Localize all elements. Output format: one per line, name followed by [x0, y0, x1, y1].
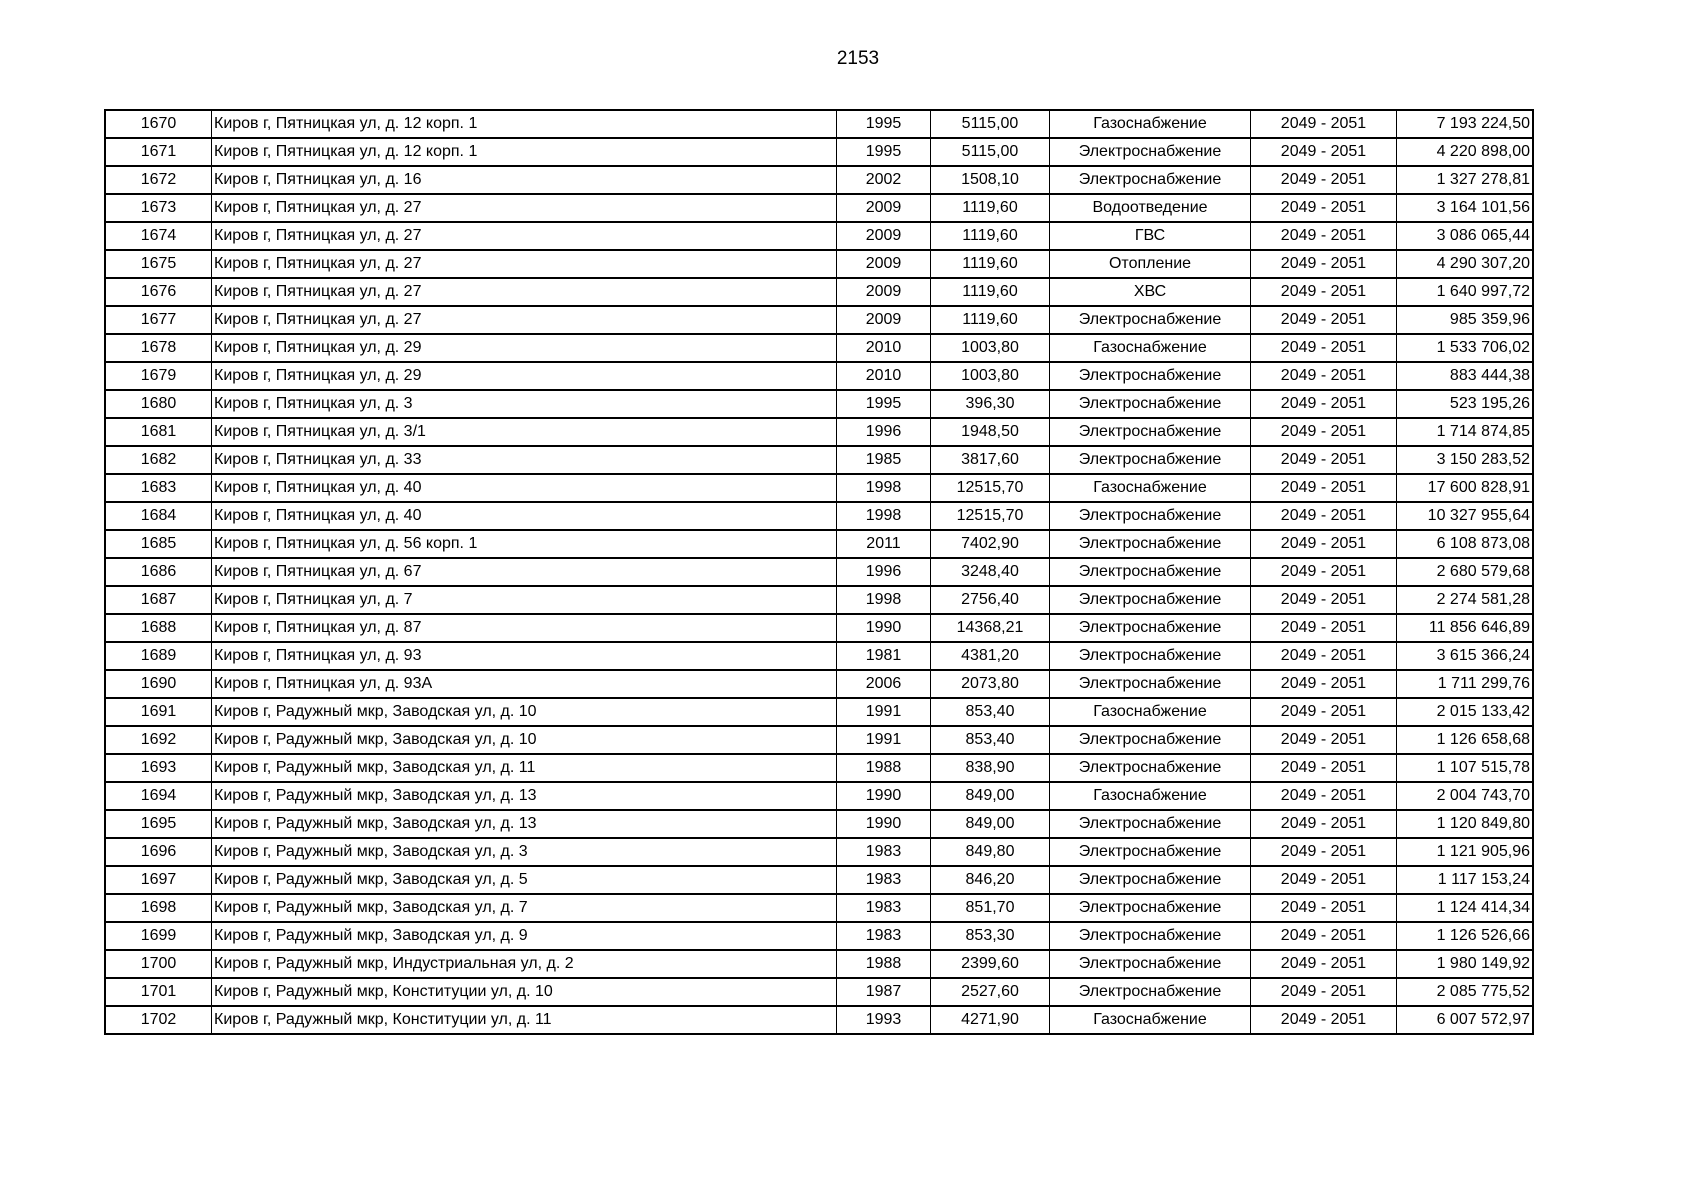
- table-row: [105, 110, 1533, 138]
- row-number-cell: 1678: [105, 334, 212, 362]
- area-cell: 1003,80: [931, 334, 1050, 362]
- table-row: [105, 446, 1533, 474]
- year-built-cell: 2009: [837, 222, 931, 250]
- area-cell: 1119,60: [931, 250, 1050, 278]
- area-cell: 3248,40: [931, 558, 1050, 586]
- table-row: [105, 586, 1533, 614]
- address-cell: Киров г, Пятницкая ул, д. 67: [212, 558, 837, 586]
- cost-cell: 3 086 065,44: [1397, 222, 1534, 250]
- period-cell: 2049 - 2051: [1251, 726, 1397, 754]
- address-cell: Киров г, Пятницкая ул, д. 87: [212, 614, 837, 642]
- period-cell: 2049 - 2051: [1251, 390, 1397, 418]
- address-cell: Киров г, Пятницкая ул, д. 29: [212, 362, 837, 390]
- year-built-cell: 1995: [837, 138, 931, 166]
- period-cell: 2049 - 2051: [1251, 278, 1397, 306]
- area-cell: 853,30: [931, 922, 1050, 950]
- service-type-cell: Электроснабжение: [1050, 614, 1251, 642]
- row-number-cell: 1670: [105, 110, 212, 138]
- year-built-cell: 2009: [837, 306, 931, 334]
- table-row: [105, 838, 1533, 866]
- cost-cell: 17 600 828,91: [1397, 474, 1534, 502]
- service-type-cell: Электроснабжение: [1050, 838, 1251, 866]
- year-built-cell: 1995: [837, 390, 931, 418]
- service-type-cell: Газоснабжение: [1050, 782, 1251, 810]
- row-number-cell: 1692: [105, 726, 212, 754]
- period-cell: 2049 - 2051: [1251, 502, 1397, 530]
- year-built-cell: 1996: [837, 418, 931, 446]
- address-cell: Киров г, Пятницкая ул, д. 56 корп. 1: [212, 530, 837, 558]
- table-row: [105, 390, 1533, 418]
- area-cell: 2756,40: [931, 586, 1050, 614]
- cost-cell: 7 193 224,50: [1397, 110, 1534, 138]
- year-built-cell: 2010: [837, 334, 931, 362]
- cost-cell: 1 714 874,85: [1397, 418, 1534, 446]
- table-row: [105, 166, 1533, 194]
- registry-table-body: [105, 110, 1533, 1034]
- cost-cell: 3 150 283,52: [1397, 446, 1534, 474]
- period-cell: 2049 - 2051: [1251, 810, 1397, 838]
- year-built-cell: 1990: [837, 782, 931, 810]
- service-type-cell: Электроснабжение: [1050, 922, 1251, 950]
- area-cell: 1508,10: [931, 166, 1050, 194]
- page-number: 2153: [836, 48, 880, 69]
- service-type-cell: ХВС: [1050, 278, 1251, 306]
- cost-cell: 6 007 572,97: [1397, 1006, 1534, 1034]
- period-cell: 2049 - 2051: [1251, 558, 1397, 586]
- row-number-cell: 1679: [105, 362, 212, 390]
- period-cell: 2049 - 2051: [1251, 894, 1397, 922]
- period-cell: 2049 - 2051: [1251, 138, 1397, 166]
- address-cell: Киров г, Пятницкая ул, д. 33: [212, 446, 837, 474]
- service-type-cell: Электроснабжение: [1050, 362, 1251, 390]
- cost-cell: 523 195,26: [1397, 390, 1534, 418]
- period-cell: 2049 - 2051: [1251, 698, 1397, 726]
- address-cell: Киров г, Пятницкая ул, д. 3/1: [212, 418, 837, 446]
- row-number-cell: 1693: [105, 754, 212, 782]
- row-number-cell: 1672: [105, 166, 212, 194]
- year-built-cell: 1988: [837, 754, 931, 782]
- area-cell: 1119,60: [931, 278, 1050, 306]
- address-cell: Киров г, Пятницкая ул, д. 27: [212, 250, 837, 278]
- service-type-cell: Электроснабжение: [1050, 866, 1251, 894]
- row-number-cell: 1701: [105, 978, 212, 1006]
- year-built-cell: 1990: [837, 810, 931, 838]
- row-number-cell: 1680: [105, 390, 212, 418]
- period-cell: 2049 - 2051: [1251, 166, 1397, 194]
- area-cell: 12515,70: [931, 474, 1050, 502]
- registry-table: [104, 109, 1534, 1035]
- row-number-cell: 1696: [105, 838, 212, 866]
- year-built-cell: 1983: [837, 894, 931, 922]
- area-cell: 849,00: [931, 810, 1050, 838]
- address-cell: Киров г, Радужный мкр, Заводская ул, д. 13: [212, 810, 837, 838]
- address-cell: Киров г, Радужный мкр, Заводская ул, д. 11: [212, 754, 837, 782]
- service-type-cell: Электроснабжение: [1050, 166, 1251, 194]
- address-cell: Киров г, Радужный мкр, Заводская ул, д. 13: [212, 782, 837, 810]
- year-built-cell: 1993: [837, 1006, 931, 1034]
- row-number-cell: 1673: [105, 194, 212, 222]
- table-row: [105, 278, 1533, 306]
- service-type-cell: Электроснабжение: [1050, 642, 1251, 670]
- cost-cell: 985 359,96: [1397, 306, 1534, 334]
- service-type-cell: Электроснабжение: [1050, 446, 1251, 474]
- cost-cell: 1 327 278,81: [1397, 166, 1534, 194]
- row-number-cell: 1683: [105, 474, 212, 502]
- cost-cell: 1 711 299,76: [1397, 670, 1534, 698]
- table-row: [105, 418, 1533, 446]
- address-cell: Киров г, Радужный мкр, Индустриальная ул, д. 2: [212, 950, 837, 978]
- area-cell: 12515,70: [931, 502, 1050, 530]
- service-type-cell: Электроснабжение: [1050, 138, 1251, 166]
- row-number-cell: 1686: [105, 558, 212, 586]
- address-cell: Киров г, Пятницкая ул, д. 93: [212, 642, 837, 670]
- address-cell: Киров г, Пятницкая ул, д. 3: [212, 390, 837, 418]
- service-type-cell: Электроснабжение: [1050, 894, 1251, 922]
- year-built-cell: 1983: [837, 922, 931, 950]
- period-cell: 2049 - 2051: [1251, 922, 1397, 950]
- cost-cell: 2 680 579,68: [1397, 558, 1534, 586]
- area-cell: 1119,60: [931, 222, 1050, 250]
- row-number-cell: 1684: [105, 502, 212, 530]
- table-row: [105, 362, 1533, 390]
- row-number-cell: 1699: [105, 922, 212, 950]
- service-type-cell: Электроснабжение: [1050, 530, 1251, 558]
- year-built-cell: 2010: [837, 362, 931, 390]
- service-type-cell: Электроснабжение: [1050, 306, 1251, 334]
- period-cell: 2049 - 2051: [1251, 614, 1397, 642]
- address-cell: Киров г, Радужный мкр, Конституции ул, д. 11: [212, 1006, 837, 1034]
- period-cell: 2049 - 2051: [1251, 334, 1397, 362]
- cost-cell: 1 126 658,68: [1397, 726, 1534, 754]
- period-cell: 2049 - 2051: [1251, 642, 1397, 670]
- table-row: [105, 558, 1533, 586]
- area-cell: 5115,00: [931, 138, 1050, 166]
- table-row: [105, 138, 1533, 166]
- table-row: [105, 894, 1533, 922]
- cost-cell: 1 640 997,72: [1397, 278, 1534, 306]
- period-cell: 2049 - 2051: [1251, 250, 1397, 278]
- table-row: [105, 306, 1533, 334]
- area-cell: 849,80: [931, 838, 1050, 866]
- table-row: [105, 614, 1533, 642]
- table-row: [105, 474, 1533, 502]
- year-built-cell: 1991: [837, 726, 931, 754]
- service-type-cell: Электроснабжение: [1050, 726, 1251, 754]
- address-cell: Киров г, Радужный мкр, Заводская ул, д. 9: [212, 922, 837, 950]
- row-number-cell: 1685: [105, 530, 212, 558]
- service-type-cell: Электроснабжение: [1050, 390, 1251, 418]
- area-cell: 851,70: [931, 894, 1050, 922]
- address-cell: Киров г, Пятницкая ул, д. 7: [212, 586, 837, 614]
- service-type-cell: Электроснабжение: [1050, 670, 1251, 698]
- period-cell: 2049 - 2051: [1251, 1006, 1397, 1034]
- table-row: [105, 950, 1533, 978]
- address-cell: Киров г, Радужный мкр, Заводская ул, д. 10: [212, 698, 837, 726]
- row-number-cell: 1682: [105, 446, 212, 474]
- address-cell: Киров г, Пятницкая ул, д. 16: [212, 166, 837, 194]
- row-number-cell: 1700: [105, 950, 212, 978]
- area-cell: 1003,80: [931, 362, 1050, 390]
- cost-cell: 2 015 133,42: [1397, 698, 1534, 726]
- row-number-cell: 1689: [105, 642, 212, 670]
- row-number-cell: 1697: [105, 866, 212, 894]
- address-cell: Киров г, Пятницкая ул, д. 27: [212, 222, 837, 250]
- row-number-cell: 1675: [105, 250, 212, 278]
- row-number-cell: 1677: [105, 306, 212, 334]
- cost-cell: 1 126 526,66: [1397, 922, 1534, 950]
- period-cell: 2049 - 2051: [1251, 754, 1397, 782]
- cost-cell: 3 164 101,56: [1397, 194, 1534, 222]
- row-number-cell: 1681: [105, 418, 212, 446]
- cost-cell: 1 124 414,34: [1397, 894, 1534, 922]
- cost-cell: 1 120 849,80: [1397, 810, 1534, 838]
- cost-cell: 1 117 153,24: [1397, 866, 1534, 894]
- year-built-cell: 1988: [837, 950, 931, 978]
- year-built-cell: 1983: [837, 838, 931, 866]
- period-cell: 2049 - 2051: [1251, 782, 1397, 810]
- row-number-cell: 1674: [105, 222, 212, 250]
- address-cell: Киров г, Радужный мкр, Заводская ул, д. 7: [212, 894, 837, 922]
- area-cell: 853,40: [931, 726, 1050, 754]
- address-cell: Киров г, Пятницкая ул, д. 27: [212, 306, 837, 334]
- address-cell: Киров г, Радужный мкр, Заводская ул, д. 10: [212, 726, 837, 754]
- service-type-cell: Газоснабжение: [1050, 110, 1251, 138]
- area-cell: 5115,00: [931, 110, 1050, 138]
- area-cell: 2073,80: [931, 670, 1050, 698]
- table-row: [105, 866, 1533, 894]
- address-cell: Киров г, Радужный мкр, Конституции ул, д. 10: [212, 978, 837, 1006]
- cost-cell: 2 004 743,70: [1397, 782, 1534, 810]
- year-built-cell: 1998: [837, 474, 931, 502]
- address-cell: Киров г, Радужный мкр, Заводская ул, д. 5: [212, 866, 837, 894]
- address-cell: Киров г, Пятницкая ул, д. 27: [212, 278, 837, 306]
- area-cell: 7402,90: [931, 530, 1050, 558]
- period-cell: 2049 - 2051: [1251, 586, 1397, 614]
- table-row: [105, 530, 1533, 558]
- service-type-cell: Электроснабжение: [1050, 586, 1251, 614]
- service-type-cell: ГВС: [1050, 222, 1251, 250]
- period-cell: 2049 - 2051: [1251, 418, 1397, 446]
- address-cell: Киров г, Пятницкая ул, д. 27: [212, 194, 837, 222]
- area-cell: 1119,60: [931, 306, 1050, 334]
- year-built-cell: 2009: [837, 250, 931, 278]
- table-row: [105, 670, 1533, 698]
- table-row: [105, 250, 1533, 278]
- row-number-cell: 1694: [105, 782, 212, 810]
- period-cell: 2049 - 2051: [1251, 866, 1397, 894]
- period-cell: 2049 - 2051: [1251, 446, 1397, 474]
- cost-cell: 2 085 775,52: [1397, 978, 1534, 1006]
- row-number-cell: 1671: [105, 138, 212, 166]
- cost-cell: 4 290 307,20: [1397, 250, 1534, 278]
- area-cell: 838,90: [931, 754, 1050, 782]
- year-built-cell: 1990: [837, 614, 931, 642]
- period-cell: 2049 - 2051: [1251, 194, 1397, 222]
- area-cell: 3817,60: [931, 446, 1050, 474]
- year-built-cell: 1985: [837, 446, 931, 474]
- year-built-cell: 1998: [837, 586, 931, 614]
- period-cell: 2049 - 2051: [1251, 670, 1397, 698]
- row-number-cell: 1687: [105, 586, 212, 614]
- address-cell: Киров г, Радужный мкр, Заводская ул, д. 3: [212, 838, 837, 866]
- table-row: [105, 642, 1533, 670]
- year-built-cell: 1987: [837, 978, 931, 1006]
- service-type-cell: Электроснабжение: [1050, 978, 1251, 1006]
- area-cell: 853,40: [931, 698, 1050, 726]
- period-cell: 2049 - 2051: [1251, 530, 1397, 558]
- period-cell: 2049 - 2051: [1251, 838, 1397, 866]
- address-cell: Киров г, Пятницкая ул, д. 12 корп. 1: [212, 138, 837, 166]
- service-type-cell: Газоснабжение: [1050, 1006, 1251, 1034]
- cost-cell: 4 220 898,00: [1397, 138, 1534, 166]
- service-type-cell: Электроснабжение: [1050, 418, 1251, 446]
- row-number-cell: 1698: [105, 894, 212, 922]
- table-row: [105, 334, 1533, 362]
- address-cell: Киров г, Пятницкая ул, д. 40: [212, 474, 837, 502]
- row-number-cell: 1676: [105, 278, 212, 306]
- service-type-cell: Электроснабжение: [1050, 558, 1251, 586]
- area-cell: 849,00: [931, 782, 1050, 810]
- service-type-cell: Электроснабжение: [1050, 810, 1251, 838]
- table-row: [105, 810, 1533, 838]
- period-cell: 2049 - 2051: [1251, 306, 1397, 334]
- year-built-cell: 1981: [837, 642, 931, 670]
- year-built-cell: 2009: [837, 194, 931, 222]
- cost-cell: 1 980 149,92: [1397, 950, 1534, 978]
- service-type-cell: Электроснабжение: [1050, 502, 1251, 530]
- row-number-cell: 1690: [105, 670, 212, 698]
- cost-cell: 883 444,38: [1397, 362, 1534, 390]
- service-type-cell: Водоотведение: [1050, 194, 1251, 222]
- area-cell: 396,30: [931, 390, 1050, 418]
- table-row: [105, 922, 1533, 950]
- period-cell: 2049 - 2051: [1251, 110, 1397, 138]
- year-built-cell: 1996: [837, 558, 931, 586]
- address-cell: Киров г, Пятницкая ул, д. 93А: [212, 670, 837, 698]
- table-row: [105, 222, 1533, 250]
- service-type-cell: Газоснабжение: [1050, 474, 1251, 502]
- cost-cell: 10 327 955,64: [1397, 502, 1534, 530]
- year-built-cell: 2002: [837, 166, 931, 194]
- table-row: [105, 1006, 1533, 1034]
- service-type-cell: Отопление: [1050, 250, 1251, 278]
- table-row: [105, 726, 1533, 754]
- year-built-cell: 1991: [837, 698, 931, 726]
- address-cell: Киров г, Пятницкая ул, д. 29: [212, 334, 837, 362]
- service-type-cell: Газоснабжение: [1050, 334, 1251, 362]
- address-cell: Киров г, Пятницкая ул, д. 12 корп. 1: [212, 110, 837, 138]
- row-number-cell: 1695: [105, 810, 212, 838]
- area-cell: 2527,60: [931, 978, 1050, 1006]
- year-built-cell: 1995: [837, 110, 931, 138]
- area-cell: 846,20: [931, 866, 1050, 894]
- service-type-cell: Газоснабжение: [1050, 698, 1251, 726]
- period-cell: 2049 - 2051: [1251, 362, 1397, 390]
- period-cell: 2049 - 2051: [1251, 474, 1397, 502]
- cost-cell: 1 533 706,02: [1397, 334, 1534, 362]
- cost-cell: 1 107 515,78: [1397, 754, 1534, 782]
- address-cell: Киров г, Пятницкая ул, д. 40: [212, 502, 837, 530]
- year-built-cell: 2006: [837, 670, 931, 698]
- area-cell: 14368,21: [931, 614, 1050, 642]
- cost-cell: 6 108 873,08: [1397, 530, 1534, 558]
- row-number-cell: 1691: [105, 698, 212, 726]
- table-row: [105, 698, 1533, 726]
- table-row: [105, 502, 1533, 530]
- area-cell: 2399,60: [931, 950, 1050, 978]
- area-cell: 4381,20: [931, 642, 1050, 670]
- service-type-cell: Электроснабжение: [1050, 754, 1251, 782]
- period-cell: 2049 - 2051: [1251, 978, 1397, 1006]
- year-built-cell: 2009: [837, 278, 931, 306]
- year-built-cell: 1998: [837, 502, 931, 530]
- service-type-cell: Электроснабжение: [1050, 950, 1251, 978]
- year-built-cell: 2011: [837, 530, 931, 558]
- cost-cell: 2 274 581,28: [1397, 586, 1534, 614]
- cost-cell: 1 121 905,96: [1397, 838, 1534, 866]
- table-row: [105, 782, 1533, 810]
- row-number-cell: 1702: [105, 1006, 212, 1034]
- area-cell: 1119,60: [931, 194, 1050, 222]
- table-row: [105, 194, 1533, 222]
- area-cell: 1948,50: [931, 418, 1050, 446]
- period-cell: 2049 - 2051: [1251, 950, 1397, 978]
- row-number-cell: 1688: [105, 614, 212, 642]
- cost-cell: 11 856 646,89: [1397, 614, 1534, 642]
- area-cell: 4271,90: [931, 1006, 1050, 1034]
- table-row: [105, 978, 1533, 1006]
- period-cell: 2049 - 2051: [1251, 222, 1397, 250]
- cost-cell: 3 615 366,24: [1397, 642, 1534, 670]
- year-built-cell: 1983: [837, 866, 931, 894]
- table-row: [105, 754, 1533, 782]
